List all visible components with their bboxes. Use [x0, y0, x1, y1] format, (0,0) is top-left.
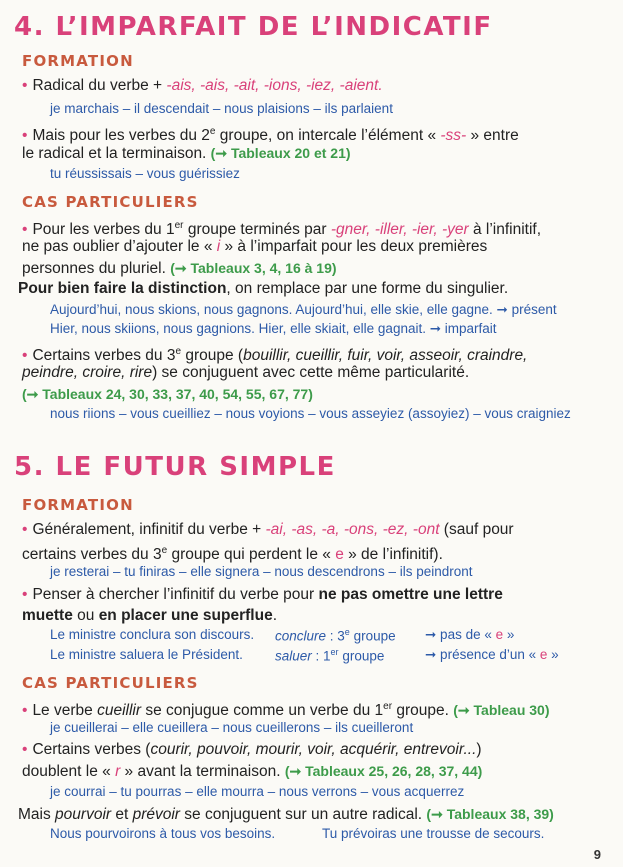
- table-reference: (➞ Tableaux 3, 4, 16 à 19): [170, 260, 337, 276]
- s4-cas-particuliers-heading: CAS PARTICULIERS: [22, 193, 199, 211]
- text: » de l’infinitif).: [343, 546, 443, 564]
- s4-rule-1: [22, 76, 605, 96]
- text: groupe terminés par: [183, 221, 331, 239]
- section-5-formation-heading: FORMATION: [22, 496, 134, 514]
- sup: e: [344, 627, 350, 637]
- verb: prévoir: [132, 806, 180, 823]
- bullet-icon: •: [22, 127, 28, 145]
- endings: -ais, -ais, -ait, -ions, -iez, -aient.: [166, 77, 383, 94]
- text: certains verbes du 3: [22, 546, 162, 564]
- text: groupe, on intercale l’élément «: [215, 127, 441, 145]
- bullet-icon: •: [22, 221, 28, 239]
- s5-rule-2: [22, 585, 605, 605]
- s5-example-6b: Tu prévoiras une trousse de secours.: [322, 826, 545, 841]
- text: : 1: [311, 648, 331, 664]
- s4-example-4: Hier, nous skiions, nous gagnions. Hier, elle skiait, elle gagnait. ➞ imparfait: [50, 321, 497, 336]
- ss-element: -ss-: [440, 127, 467, 145]
- bullet-icon: •: [22, 77, 28, 94]
- text: Radical du verbe +: [32, 77, 167, 94]
- s4-rule-3-cont2: [22, 258, 605, 279]
- s5-rule-2-cont: [22, 606, 605, 626]
- s4-rule-4-ref: [22, 384, 605, 405]
- verb-list: bouillir, cueillir, fuir, voir, asseoir, craindre,: [243, 347, 528, 365]
- letter-e: e: [335, 546, 344, 564]
- s5-example-3-group: [275, 647, 384, 664]
- text: et: [111, 806, 133, 823]
- table-reference: (➞ Tableaux 20 et 21): [210, 145, 351, 161]
- letter-i: i: [216, 238, 221, 255]
- s5-example-2-sentence: Le ministre conclura son discours.: [50, 627, 255, 642]
- text: ou: [72, 607, 99, 624]
- letter-e: e: [539, 647, 548, 662]
- section-4-title: 4. L’IMPARFAIT DE L’INDICATIF: [14, 12, 493, 42]
- s5-rule-1-cont: [22, 541, 605, 565]
- section-4-formation-heading: FORMATION: [22, 52, 134, 70]
- text: se conjuguent sur un autre radical.: [179, 806, 427, 823]
- sup: er: [383, 701, 393, 712]
- sup: e: [175, 346, 182, 357]
- sup: er: [174, 220, 184, 231]
- s5-example-5: je courrai – tu pourras – elle mourra – nous verrons – vous acquerrez: [50, 784, 465, 799]
- text: Le verbe: [32, 702, 98, 720]
- text: le radical et la terminaison.: [22, 145, 211, 162]
- verb-list: courir, pouvoir, mourir, voir, acquérir, entrevoir...: [150, 741, 477, 758]
- text: Penser à chercher l’infinitif du verbe pour: [32, 586, 319, 603]
- text: » à l’imparfait pour les deux premières: [220, 238, 488, 255]
- letter-e: e: [495, 627, 504, 642]
- s4-rule-3-cont: [22, 237, 605, 257]
- bullet-icon: •: [22, 586, 28, 603]
- text: à l’infinitif,: [468, 221, 542, 239]
- text: groupe (: [181, 347, 244, 365]
- section-5-title: 5. LE FUTUR SIMPLE: [14, 452, 336, 482]
- s5-cas-particuliers-heading: CAS PARTICULIERS: [22, 674, 199, 692]
- text: personnes du pluriel.: [22, 260, 171, 277]
- page-number: 9: [593, 847, 601, 862]
- text: ➞ présence d’un «: [425, 647, 540, 662]
- s4-distinction: [18, 279, 605, 299]
- s4-rule-2-cont: [22, 143, 605, 164]
- bold-text: ne pas omettre une lettre: [318, 586, 503, 603]
- bullet-icon: •: [22, 347, 28, 365]
- s5-example-3-sentence: Le ministre saluera le Président.: [50, 647, 243, 662]
- sup: e: [209, 126, 216, 137]
- s4-example-1: je marchais – il descendait – nous plaisions – ils parlaient: [50, 101, 393, 116]
- text: groupe qui perdent le «: [167, 546, 336, 564]
- s5-example-4: je cueillerai – elle cueillera – nous cueillerons – ils cueilleront: [50, 720, 414, 735]
- text: ➞ pas de «: [425, 627, 496, 642]
- bullet-icon: •: [22, 702, 28, 720]
- endings: -ai, -as, -a, -ons, -ez, -ont: [265, 521, 440, 538]
- endings: -gner, -iller, -ier, -yer: [330, 221, 469, 239]
- s5-rule-4: [22, 740, 605, 760]
- text: »: [547, 647, 559, 662]
- s5-example-6a: Nous pourvoirons à tous vos besoins.: [50, 826, 276, 841]
- text: : 3: [326, 628, 345, 644]
- text: groupe.: [392, 702, 454, 720]
- table-reference: (➞ Tableaux 25, 26, 28, 37, 44): [284, 763, 483, 779]
- text: » entre: [466, 127, 519, 145]
- s4-example-5: nous riions – vous cueilliez – nous voyions – vous asseyiez (assoyiez) – vous craigniez: [50, 406, 571, 421]
- s5-example-1: je resterai – tu finiras – elle signera – nous descendrons – ils peindront: [50, 564, 473, 579]
- verb: pourvoir: [55, 806, 112, 823]
- text: Généralement, infinitif du verbe +: [32, 521, 266, 538]
- text: Mais pour les verbes du 2: [32, 127, 210, 145]
- verb: conclure: [275, 628, 327, 644]
- s4-rule-4-cont: [22, 363, 605, 383]
- s5-rule-3: [22, 697, 605, 721]
- verb-list: peindre, croire, rire: [22, 364, 153, 381]
- text: groupe: [338, 648, 385, 664]
- text: Certains verbes (: [32, 741, 151, 758]
- text: se conjugue comme un verbe du 1: [141, 702, 384, 720]
- bullet-icon: •: [22, 741, 28, 758]
- text: ): [476, 741, 482, 758]
- text: ) se conjuguent avec cette même particularité.: [152, 364, 470, 381]
- text: ne pas oublier d’ajouter le «: [22, 238, 217, 255]
- verb: cueillir: [97, 702, 142, 720]
- text: groupe: [349, 628, 396, 644]
- s5-example-3-result: [425, 647, 559, 663]
- verb: saluer: [275, 648, 312, 664]
- bullet-icon: •: [22, 521, 28, 538]
- s4-example-3: Aujourd’hui, nous skions, nous gagnons. Aujourd’hui, elle skie, elle gagne. ➞ présent: [50, 302, 557, 317]
- table-reference: (➞ Tableau 30): [453, 702, 550, 719]
- text: Pour les verbes du 1: [32, 221, 175, 239]
- bold-text: muette: [22, 607, 73, 624]
- bold-text: en placer une superflue: [98, 607, 273, 624]
- s5-rule-5: [18, 804, 605, 825]
- text: »: [503, 627, 515, 642]
- s5-example-2-result: [425, 627, 514, 643]
- text: Mais: [18, 806, 56, 823]
- text: doublent le «: [22, 763, 116, 780]
- s5-rule-1: [22, 520, 605, 540]
- text: » avant la terminaison.: [120, 763, 285, 780]
- text: (sauf pour: [439, 521, 514, 538]
- table-reference: (➞ Tableaux 38, 39): [426, 806, 554, 822]
- sup: er: [330, 647, 339, 657]
- s5-example-2-group: [275, 627, 396, 644]
- s5-rule-4-cont: [22, 761, 605, 782]
- letter-r: r: [115, 763, 121, 780]
- text: .: [272, 607, 277, 624]
- bold-text: Pour bien faire la distinction: [18, 280, 227, 297]
- table-reference: (➞ Tableaux 24, 30, 33, 37, 40, 54, 55, 67, 77): [22, 386, 313, 402]
- text: Certains verbes du 3: [32, 347, 176, 365]
- s4-example-2: tu réussissais – vous guérissiez: [50, 166, 240, 181]
- sup: e: [161, 545, 168, 556]
- text: , on remplace par une forme du singulier.: [226, 280, 509, 297]
